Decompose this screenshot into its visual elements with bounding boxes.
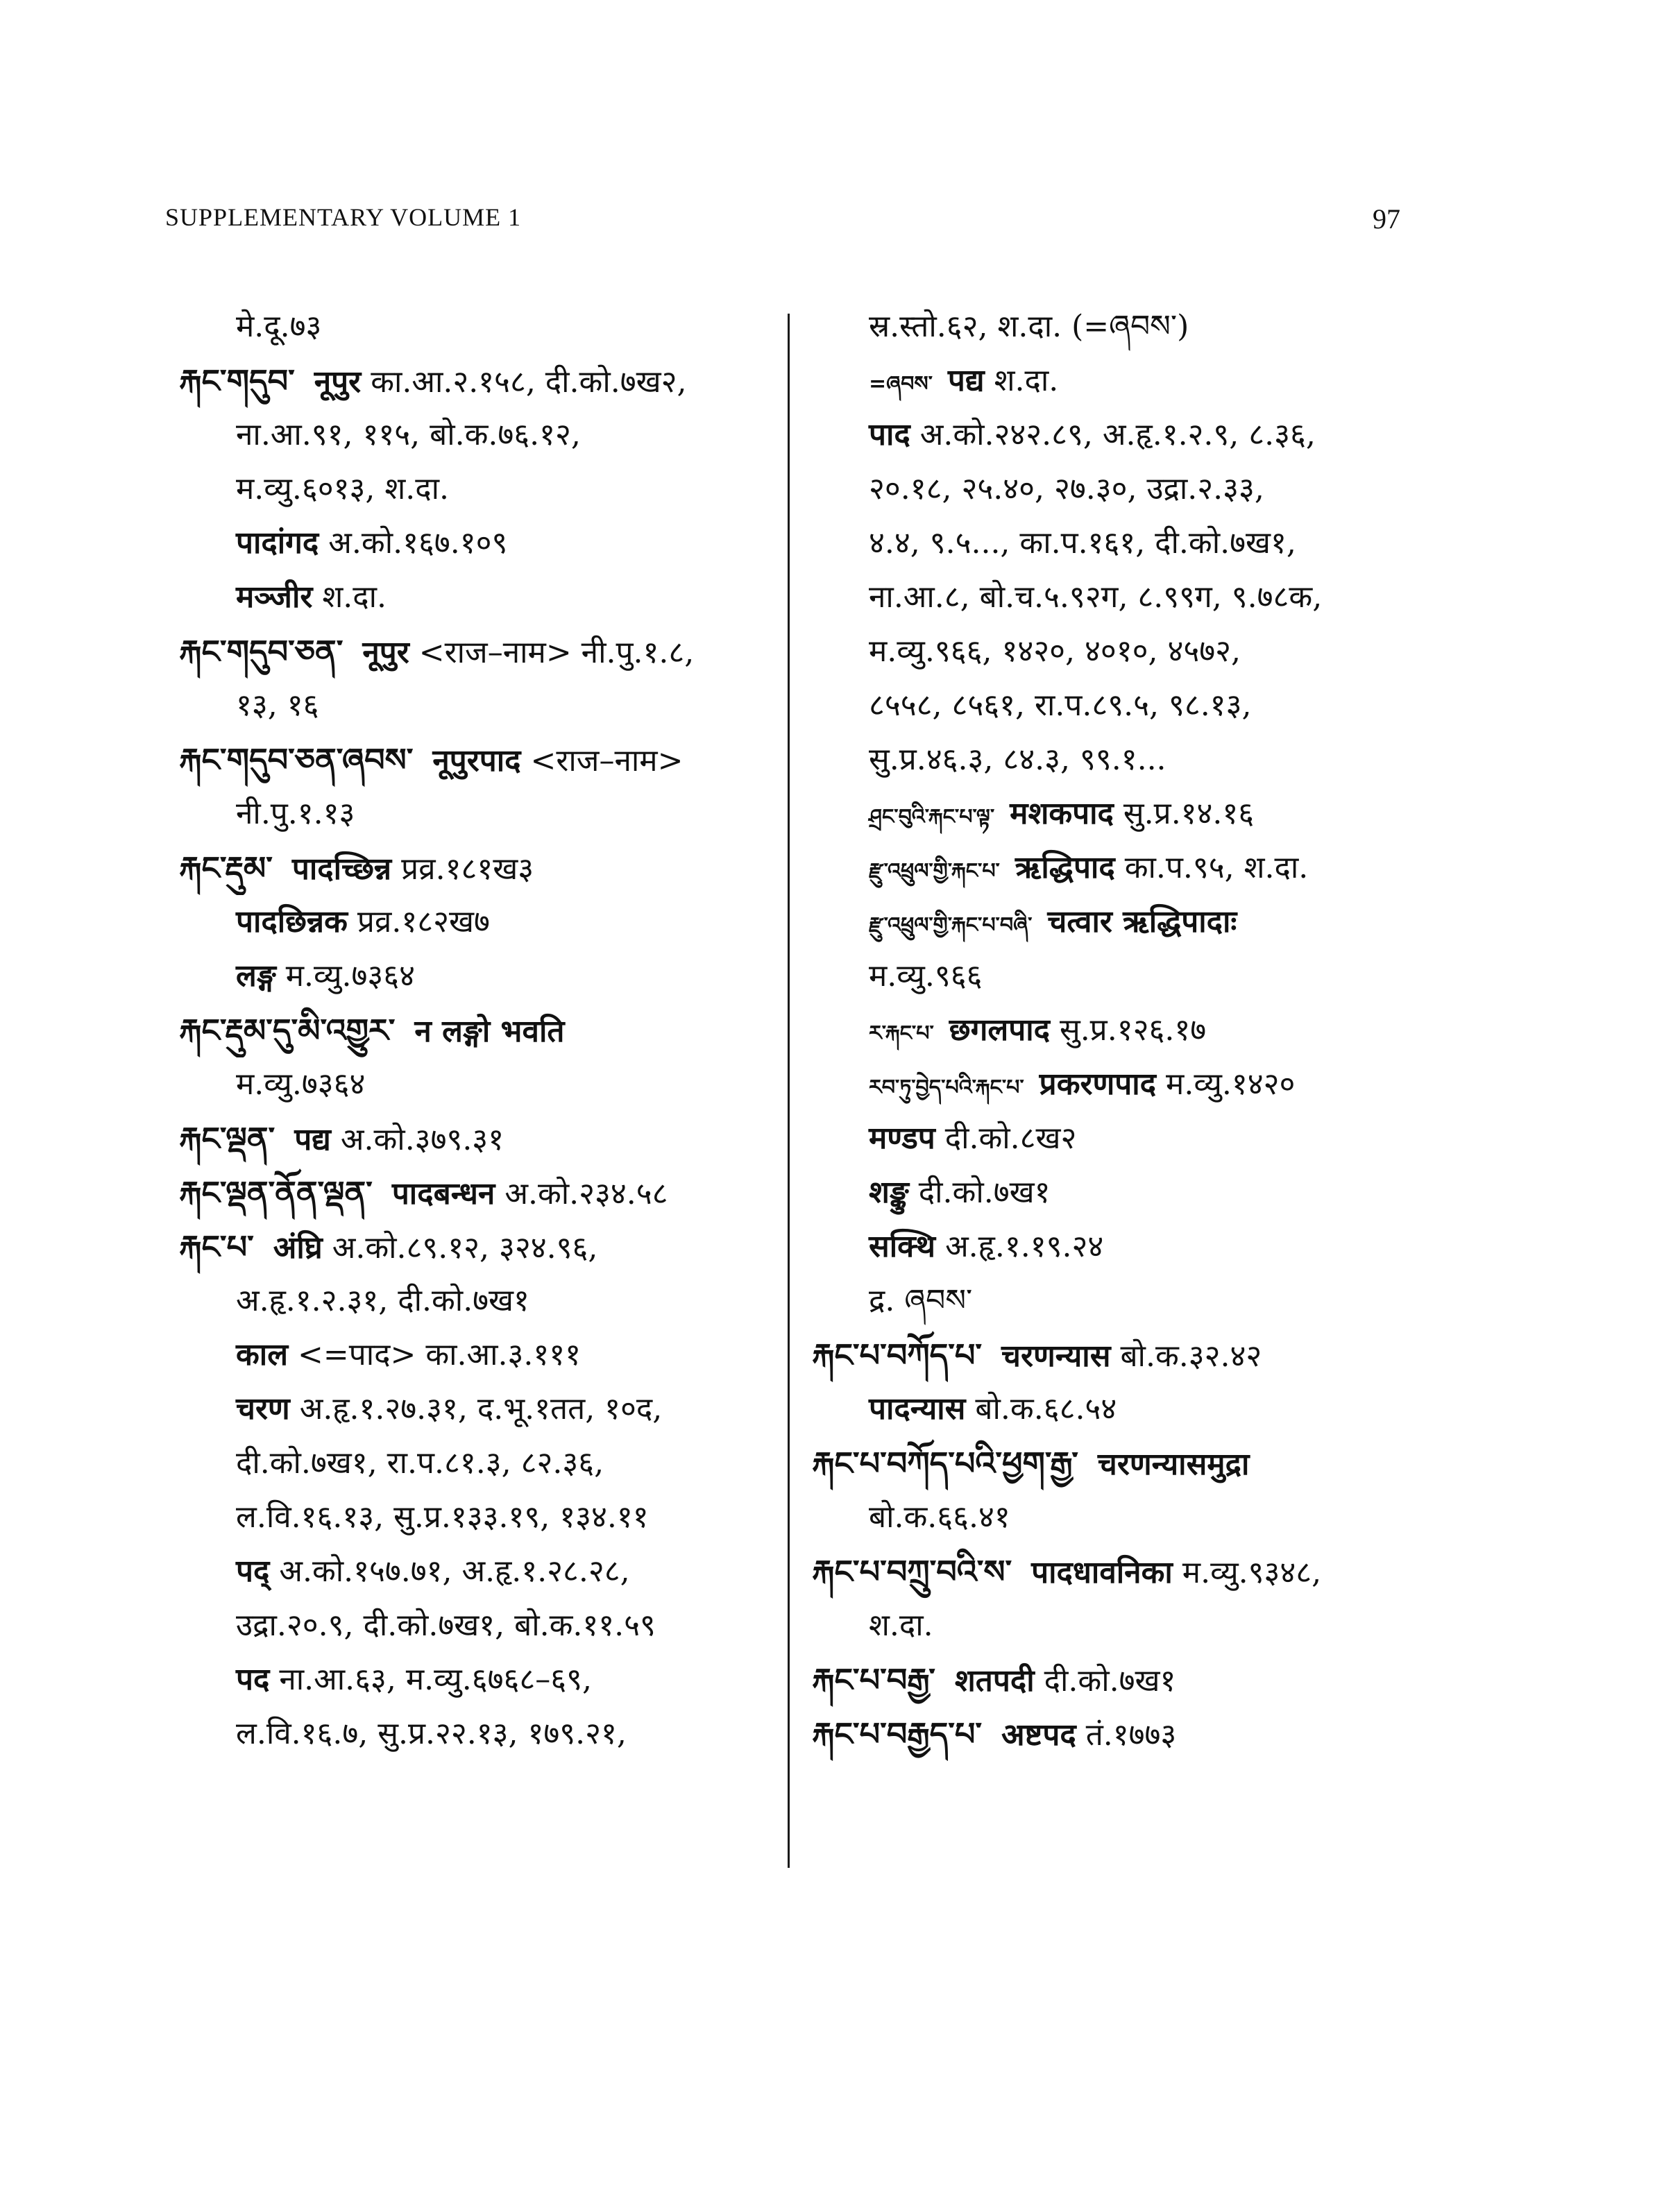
left-column — [179, 300, 804, 1761]
source-reference: का.प.९५, श.दा. — [1124, 850, 1309, 885]
tibetan-term: རྐང་པ་བཀོད་པའི་ཕྱག་རྒྱ་ — [812, 1445, 1078, 1482]
dictionary-headword-line — [812, 1707, 1436, 1761]
source-reference: दी.को.७ख१, रा.प.८१.३, ८२.३६, — [236, 1445, 604, 1481]
dictionary-entry-line — [179, 1545, 804, 1599]
source-reference: ८५५८, ८५६१, रा.प.८९.५, ९८.१३, — [869, 688, 1252, 723]
tibetan-term: རྐང་གདུབ་ཅན་ཞབས་ — [179, 741, 414, 779]
dictionary-entry-line — [179, 1599, 804, 1653]
sanskrit-equivalent: सक्थि — [869, 1229, 936, 1264]
source-reference: द्र. ཞབས་ — [869, 1283, 973, 1318]
column-divider — [788, 314, 790, 1868]
source-reference: बो.क.६८.५४ — [975, 1391, 1117, 1427]
source-reference: का.आ.२.१५८, दी.को.७ख२, — [371, 364, 687, 400]
tibetan-term: རྐང་པ་བཀོད་པ་ — [812, 1336, 983, 1374]
dictionary-entry-line — [812, 1166, 1436, 1220]
tibetan-term: རྐང་པ་ — [179, 1228, 254, 1266]
source-reference: बो.क.३२.४२ — [1120, 1338, 1262, 1374]
running-header: SUPPLEMENTARY VOLUME 1 — [165, 203, 522, 231]
dictionary-entry-line — [179, 787, 804, 841]
sanskrit-equivalent: शङ्कु — [869, 1175, 909, 1210]
tibetan-term: རྫུ་འཕྲུལ་གྱི་རྐང་པ་ — [869, 859, 1000, 883]
sanskrit-equivalent: चरण — [236, 1391, 290, 1427]
source-reference: ल.वि.१६.७, सु.प्र.२२.१३, १७९.२१, — [236, 1716, 627, 1751]
dictionary-entry-line — [812, 1003, 1436, 1057]
source-reference: सु.प्र.१२६.१७ — [1059, 1012, 1207, 1048]
sanskrit-equivalent: पद् — [236, 1554, 270, 1589]
dictionary-headword-line — [812, 1653, 1436, 1707]
dictionary-entry-line — [179, 1707, 804, 1761]
dictionary-entry-line — [179, 408, 804, 462]
source-reference: ना.आ.९१, ११५, बो.क.७६.१२, — [236, 417, 581, 452]
sanskrit-equivalent: अंघ्रि — [273, 1230, 323, 1266]
sanskrit-equivalent: चरणन्यास — [1001, 1338, 1111, 1374]
source-reference: ना.आ.६३, म.व्यु.६७६८–६९, — [279, 1662, 592, 1697]
sanskrit-equivalent: मशकपाद — [1010, 796, 1114, 831]
dictionary-headword-line — [179, 1220, 804, 1274]
dictionary-entry-line — [179, 516, 804, 570]
dictionary-entry-line — [179, 1382, 804, 1436]
sanskrit-equivalent: पादधावनिका — [1031, 1555, 1173, 1590]
sanskrit-equivalent: नूपुर — [362, 635, 409, 670]
dictionary-headword-line — [179, 1003, 804, 1057]
dictionary-entry-line — [179, 1274, 804, 1328]
source-reference: उद्रा.२०.९, दी.को.७ख१, बो.क.११.५९ — [236, 1608, 656, 1643]
source-reference: प्रव्र.१८१ख३ — [401, 851, 534, 887]
tibetan-term: རྐང་གདུབ་ཅན་ — [179, 633, 343, 670]
source-reference: सु.प्र.१४.१६ — [1123, 796, 1255, 831]
tibetan-term: རབ་ཏུ་བྱེད་པའི་རྐང་པ་ — [869, 1075, 1024, 1100]
dictionary-entry-line — [179, 679, 804, 733]
source-reference: श.दा. — [869, 1608, 933, 1643]
source-reference: अ.को.८९.१२, ३२४.९६, — [332, 1230, 598, 1266]
dictionary-headword-line — [812, 1436, 1436, 1490]
sanskrit-equivalent: मण्डप — [869, 1121, 935, 1156]
dictionary-entry-line — [179, 895, 804, 949]
dictionary-entry-line — [812, 1382, 1436, 1436]
page-number: 97 — [1373, 203, 1400, 235]
dictionary-entry-line — [812, 624, 1436, 679]
sanskrit-equivalent: चरणन्यासमुद्रा — [1097, 1447, 1250, 1482]
sanskrit-equivalent: पादच्छिन्न — [291, 851, 392, 887]
dictionary-entry-line — [812, 300, 1436, 354]
dictionary-entry-line — [812, 1220, 1436, 1274]
tibetan-term: རྐང་རྡུམ་དུ་མི་འགྱུར་ — [179, 1012, 396, 1049]
source-reference: ४.४, ९.५..., का.प.१६१, दी.को.७ख१, — [869, 525, 1296, 561]
dictionary-entry-line — [179, 949, 804, 1003]
source-reference: म.व्यु.७३६४ — [236, 1066, 366, 1102]
tibetan-term: རྐང་གདུབ་ — [179, 362, 295, 400]
source-reference: ल.वि.१६.१३, सु.प्र.१३३.१९, १३४.११ — [236, 1499, 649, 1535]
source-reference: दी.को.७ख१ — [1044, 1663, 1176, 1699]
sanskrit-equivalent: पद्य — [294, 1122, 331, 1157]
sanskrit-equivalent: पद — [236, 1662, 270, 1697]
source-reference: म.व्यु.९६६, १४२०, ४०१०, ४५७२, — [869, 633, 1241, 669]
source-reference: म.व्यु.६०१३, श.दा. — [236, 471, 449, 507]
sanskrit-equivalent: पाद — [869, 417, 910, 452]
sanskrit-equivalent: छगलपाद — [949, 1012, 1050, 1048]
source-reference: नी.पु.१.१३ — [236, 796, 355, 831]
tibetan-term: =ཞབས་ — [869, 372, 933, 396]
dictionary-entry-line — [812, 733, 1436, 787]
dictionary-entry-line — [812, 354, 1436, 408]
sanskrit-equivalent: मञ्जीर — [236, 579, 313, 615]
dictionary-entry-line — [179, 570, 804, 624]
source-reference: अ.हृ.१.२.३१, दी.को.७ख१ — [236, 1283, 529, 1318]
source-reference: म.व्यु.१४२० — [1166, 1066, 1296, 1102]
source-reference: म.व्यु.९३४८, — [1182, 1555, 1322, 1590]
dictionary-headword-line — [179, 733, 804, 787]
dictionary-entry-line — [812, 516, 1436, 570]
dictionary-headword-line — [179, 354, 804, 408]
source-reference: अ.को.१६७.१०९ — [328, 525, 508, 561]
dictionary-headword-line — [179, 841, 804, 895]
tibetan-term: རྐང་པ་བརྒྱད་པ་ — [812, 1715, 983, 1753]
dictionary-entry-line — [812, 1274, 1436, 1328]
tibetan-term: རྐང་རྡུམ་ — [179, 849, 273, 887]
source-reference: दी.को.७ख१ — [918, 1175, 1051, 1210]
dictionary-entry-line — [812, 1112, 1436, 1166]
dictionary-headword-line — [179, 1166, 804, 1220]
sanskrit-equivalent: नूपुर — [314, 364, 362, 400]
sanskrit-equivalent: पादन्यास — [869, 1391, 966, 1427]
sanskrit-equivalent: न लङ्गो भवति — [414, 1014, 565, 1049]
tibetan-term: རྐང་ལྡན་ — [179, 1120, 275, 1157]
source-reference: दी.को.८ख२ — [944, 1121, 1077, 1156]
source-reference: अ.हृ.१.१९.२४ — [945, 1229, 1104, 1264]
dictionary-entry-line — [179, 1436, 804, 1490]
dictionary-entry-line — [812, 949, 1436, 1003]
dictionary-entry-line — [812, 787, 1436, 841]
source-reference: सु.प्र.४६.३, ८४.३, ९९.१... — [869, 742, 1166, 777]
source-reference: अ.हृ.१.२७.३१, द.भू.१तत, १०द, — [299, 1391, 663, 1427]
right-column — [812, 300, 1436, 1761]
source-reference: अ.को.२४२.८९, अ.हृ.१.२.९, ८.३६, — [919, 417, 1316, 452]
dictionary-headword-line — [179, 1112, 804, 1166]
sanskrit-equivalent: चत्वार ऋद्धिपादाः — [1047, 904, 1237, 939]
source-reference: अ.को.२३४.५८ — [504, 1176, 668, 1211]
dictionary-headword-line — [812, 1328, 1436, 1382]
source-reference: प्रव्र.१८२ख७ — [357, 904, 490, 939]
dictionary-entry-line — [179, 1328, 804, 1382]
tibetan-term: རྐང་པ་བཀྲུ་བའི་ས་ — [812, 1553, 1012, 1590]
sanskrit-equivalent: अष्टपद — [1001, 1717, 1076, 1753]
source-reference: <=पाद> का.आ.३.१११ — [298, 1337, 582, 1372]
source-reference: म.व्यु.९६६ — [869, 958, 983, 994]
source-reference: अ.को.३७९.३१ — [340, 1122, 504, 1157]
dictionary-entry-line — [179, 300, 804, 354]
dictionary-entry-line — [812, 462, 1436, 516]
source-reference: स्र.स्तो.६२, श.दा. (=ཞབས་) — [869, 309, 1189, 344]
sanskrit-equivalent: ऋद्धिपाद — [1015, 850, 1115, 885]
source-reference: अ.को.१५७.७१, अ.हृ.१.२८.२८, — [279, 1554, 630, 1589]
sanskrit-equivalent: प्रकरणपाद — [1039, 1066, 1157, 1102]
source-reference: ना.आ.८, बो.च.५.९२ग, ८.९९ग, ९.७८क, — [869, 579, 1323, 615]
dictionary-entry-line — [812, 1599, 1436, 1653]
tibetan-term: རྐང་ལྡན་ནོན་ལྡན་ — [179, 1174, 373, 1211]
source-reference: म.व्यु.७३६४ — [285, 958, 416, 994]
sanskrit-equivalent: नूपुरपाद — [432, 743, 521, 779]
tibetan-term: ཤྲང་བུའི་རྐང་པ་ལྟ་ — [869, 805, 995, 829]
sanskrit-equivalent: पादांगद — [236, 525, 319, 561]
dictionary-entry-line — [179, 1490, 804, 1545]
dictionary-entry-line — [179, 1653, 804, 1707]
source-reference: <राज–नाम> — [530, 743, 684, 779]
source-reference: श.दा. — [994, 363, 1059, 398]
dictionary-entry-line — [812, 895, 1436, 949]
source-reference: <राज–नाम> नी.पु.१.८, — [418, 635, 695, 670]
source-reference: १३, १६ — [236, 688, 319, 723]
dictionary-entry-line — [812, 408, 1436, 462]
source-reference: मे.दू.७३ — [236, 309, 322, 344]
source-reference: बो.क.६६.४१ — [869, 1499, 1010, 1535]
sanskrit-equivalent: शतपदी — [954, 1663, 1035, 1699]
dictionary-entry-line — [812, 679, 1436, 733]
dictionary-entry-line — [179, 462, 804, 516]
source-reference: श.दा. — [322, 579, 387, 615]
dictionary-headword-line — [812, 1545, 1436, 1599]
tibetan-term: རྐང་པ་བརྒྱ་ — [812, 1661, 935, 1699]
dictionary-entry-line — [812, 1057, 1436, 1112]
source-reference: तं.१७७३ — [1085, 1717, 1177, 1753]
dictionary-entry-line — [812, 841, 1436, 895]
dictionary-entry-line — [179, 1057, 804, 1112]
tibetan-term: ར་རྐང་པ་ — [869, 1021, 934, 1046]
sanskrit-equivalent: पादबन्धन — [391, 1176, 495, 1211]
dictionary-entry-line — [812, 1490, 1436, 1545]
tibetan-term: རྫུ་འཕྲུལ་གྱི་རྐང་པ་བཞི་ — [869, 913, 1033, 937]
dictionary-entry-line — [812, 570, 1436, 624]
sanskrit-equivalent: पद्य — [947, 363, 985, 398]
source-reference: २०.१८, २५.४०, २७.३०, उद्रा.२.३३, — [869, 471, 1264, 507]
sanskrit-equivalent: लङ्ग — [236, 958, 276, 994]
sanskrit-equivalent: पादछिन्नक — [236, 904, 348, 939]
dictionary-headword-line — [179, 624, 804, 679]
sanskrit-equivalent: काल — [236, 1337, 289, 1372]
